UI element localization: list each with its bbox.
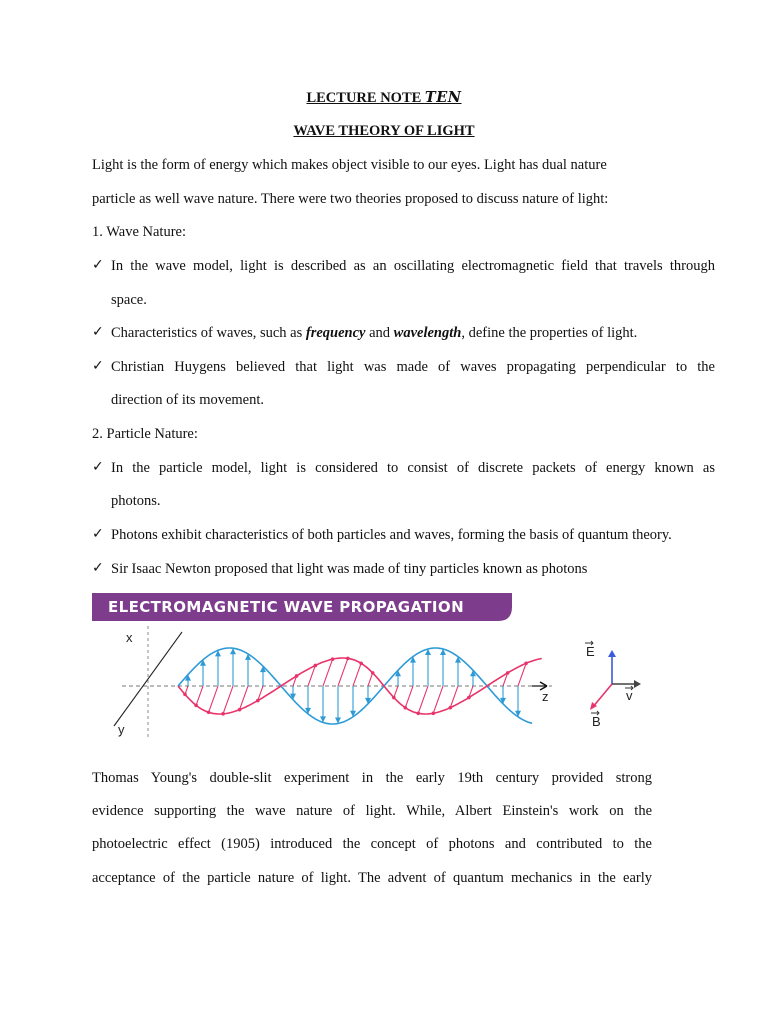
e-vector-arrow-icon — [608, 650, 616, 657]
legend-e: E — [586, 644, 595, 659]
particle-bullet-3: Sir Isaac Newton proposed that light was made of tiny particles known as photons — [111, 561, 588, 577]
b-field-arrow-icon — [359, 661, 363, 665]
b-field-vector — [394, 686, 398, 698]
b-field-arrow-icon — [448, 706, 452, 710]
legend-b: B — [592, 714, 601, 729]
wave-curves — [178, 648, 542, 724]
b-field-vector — [405, 686, 413, 708]
b-field-arrow-icon — [295, 674, 299, 678]
b-field-arrow-icon — [314, 664, 318, 668]
b-field-vector — [196, 686, 203, 705]
wave-bullet-3-line-1: Christian Huygens believed that light was made of waves propagating perpendicular to the — [111, 359, 715, 375]
em-wave-diagram — [92, 626, 652, 738]
term-wavelength: wavelength — [393, 325, 462, 341]
wave-bullet-2 — [111, 323, 637, 343]
axis-label-y: y — [118, 722, 125, 737]
b-field-vector — [418, 686, 428, 713]
closing-line-2: evidence supporting the wave nature of light. While, Albert Einstein's work on the — [92, 803, 652, 819]
b-field-arrow-icon — [416, 711, 420, 715]
b-field-arrow-icon — [331, 657, 335, 661]
check-icon: ✓ — [92, 358, 104, 374]
b-field-vector — [338, 658, 348, 686]
lecture-heading-number: TEN — [424, 89, 462, 106]
wave-bullet-2-end: , define the properties of light. — [461, 325, 638, 341]
wave-bullet-2-text: Characteristics of waves, such as — [111, 325, 306, 341]
intro-line-1: Light is the form of energy which makes object visible to our eyes. Light has dual nature — [92, 157, 607, 173]
lecture-heading-prefix: LECTURE NOTE — [306, 90, 425, 106]
b-field-vector — [323, 659, 333, 686]
v-vector-arrow-icon — [634, 680, 641, 688]
figure-banner-title: ELECTROMAGNETIC WAVE PROPAGATION — [108, 598, 465, 616]
b-field-arrow-icon — [221, 712, 225, 716]
particle-bullet-2: Photons exhibit characteristics of both particles and waves, forming the basis of quantum theory. — [111, 527, 672, 543]
check-icon: ✓ — [92, 459, 104, 475]
b-field-arrow-icon — [371, 671, 375, 675]
b-field-arrow-icon — [524, 661, 528, 665]
check-icon: ✓ — [92, 324, 104, 340]
check-icon: ✓ — [92, 526, 104, 542]
b-field-arrow-icon — [506, 671, 510, 675]
b-field-vector — [368, 673, 373, 686]
b-field-vector — [353, 663, 361, 686]
wave-bullet-1-line-2: space. — [111, 292, 147, 308]
b-field-vector — [433, 686, 443, 713]
intro-line-2: particle as well wave nature. There were two theories proposed to discuss nature of light: — [92, 191, 609, 207]
section-particle-title: 2. Particle Nature: — [92, 426, 198, 442]
wave-bullet-1-line-1: In the wave model, light is described as an oscillating electromagnetic field that travels through — [111, 258, 715, 274]
term-frequency: frequency — [305, 325, 366, 341]
legend-v: v — [626, 688, 633, 703]
wave-bullet-2-and: and — [365, 325, 394, 341]
b-field-arrow-icon — [207, 710, 211, 714]
b-field-vector — [223, 686, 233, 714]
b-field-arrow-icon — [467, 696, 471, 700]
field-vector-legend — [585, 641, 641, 729]
b-field-arrow-icon — [346, 657, 350, 661]
b-field-arrow-icon — [183, 693, 187, 697]
b-field-arrow-icon — [238, 708, 242, 712]
particle-bullet-1-line-2: photons. — [111, 493, 161, 509]
b-field-vector — [209, 686, 218, 712]
check-icon: ✓ — [92, 257, 104, 273]
closing-line-3: photoelectric effect (1905) introduced the concept of photons and contributed to the — [92, 836, 652, 852]
closing-line-4: acceptance of the particle nature of light. The advent of quantum mechanics in the early — [92, 870, 652, 886]
topic-heading: WAVE THEORY OF LIGHT — [293, 123, 475, 139]
b-field-arrow-icon — [256, 699, 260, 703]
particle-bullet-1-line-1: In the particle model, light is considered to consist of discrete packets of energy known as — [111, 460, 715, 476]
b-field-arrow-icon — [403, 706, 407, 710]
b-field-arrow-icon — [194, 704, 198, 708]
b-field-arrow-icon — [431, 711, 435, 715]
b-field-arrow-icon — [392, 696, 396, 700]
lecture-heading — [0, 89, 768, 107]
section-wave-title: 1. Wave Nature: — [92, 224, 186, 240]
axis-label-x: x — [126, 630, 133, 645]
closing-line-1: Thomas Young's double-slit experiment in the early 19th century provided strong — [92, 770, 652, 786]
axis-label-z: z — [542, 689, 549, 704]
wave-bullet-3-line-2: direction of its movement. — [111, 392, 265, 408]
check-icon: ✓ — [92, 560, 104, 576]
